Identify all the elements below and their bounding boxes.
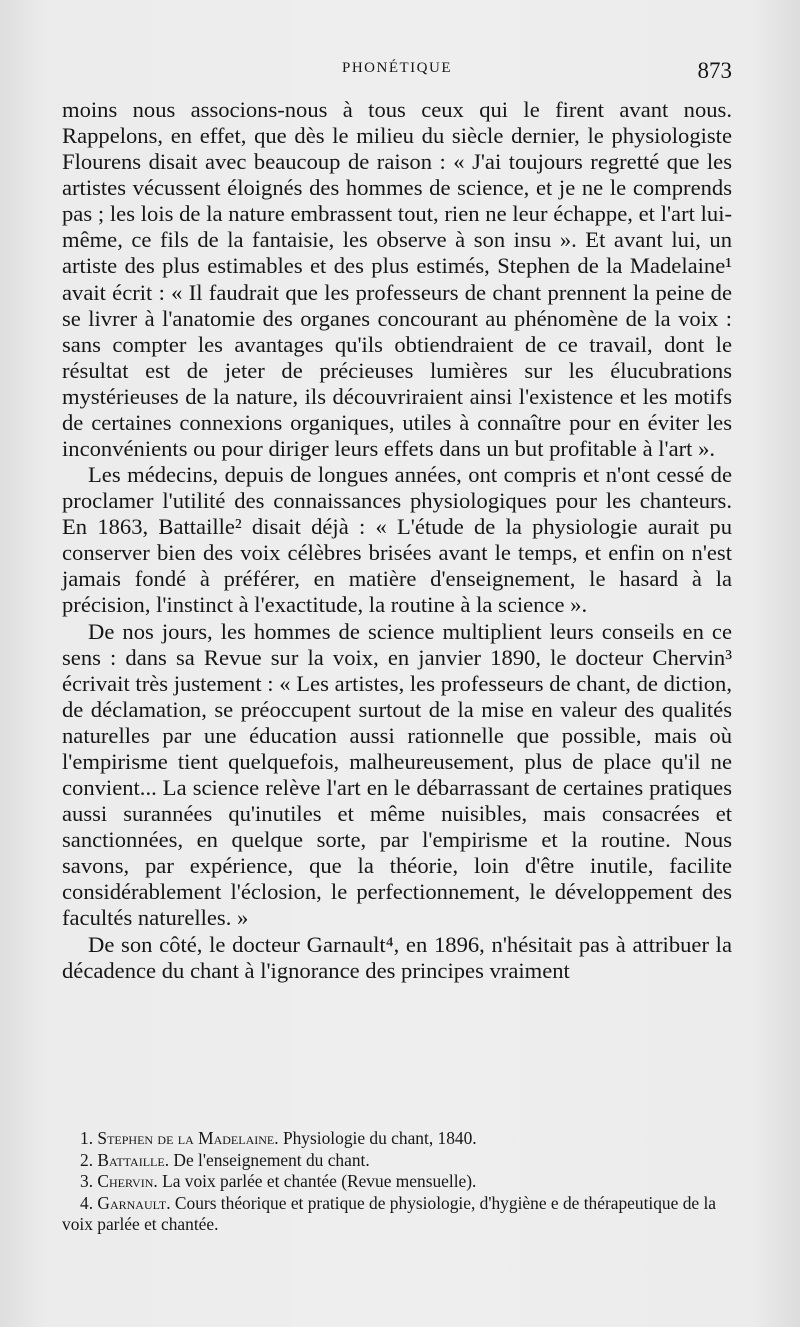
page-number: 873 bbox=[697, 58, 732, 83]
footnote: 1. Stephen de la Madelaine. Physiologie du chant, 1840. bbox=[80, 1128, 477, 1148]
page-header bbox=[62, 58, 732, 88]
footnote-author: Stephen de la Madelaine bbox=[97, 1128, 275, 1148]
paragraph: De son côté, le docteur Garnault⁴, en 1896, n'hésitait pas à attribuer la décadence du chant à l'ignorance des principes vraiment bbox=[62, 931, 732, 983]
footnote-text: De l'enseignement du chant. bbox=[173, 1149, 370, 1170]
paragraph: moins nous associons-nous à tous ceux qui le firent avant nous. Rappelons, en effet, que dès le milieu du siècle dernier, le physiologiste Flourens disait avec beaucoup de raison : « J'ai toujours regretté que les artistes vécussent éloignés des hommes de science, et je ne le comprends pas ; les lois de la nature embrassent tout, rien ne leur échappe, et l'art lui-même, ce fils de la fantaisie, les observe à son insu ». Et avant lui, un artiste des plus estimables et des plus estimés, Stephen de la Madelaine¹ avait écrit : « Il faudrait que les professeurs de chant prennent la peine de se livrer à l'anatomie des organes concourant au phénomène de la voix : sans compter les avantages qu'ils obtiendraient de ce travail, dont le résultat est de jeter de précieuses lumières sur les élucubrations mystérieuses de la nature, ils découvriraient ainsi l'existence et les motifs de certaines connexions organiques, utiles à connaître pour en éviter les inconvénients ou pour diriger leurs effets dans un but profitable à l'art ». bbox=[62, 97, 732, 462]
footnote-number: 3. bbox=[80, 1171, 94, 1192]
footnote-number: 4. bbox=[80, 1192, 94, 1213]
footnote-text: La voix parlée et chantée (Revue mensuelle). bbox=[162, 1171, 477, 1192]
footnote-text: Physiologie du chant, 1840. bbox=[282, 1128, 477, 1148]
footnote-text: Cours théorique et pratique de physiologie, d'hygiène e de thérapeutique de la voix parlée et chantée. bbox=[62, 1192, 717, 1235]
footnote-author: Battaille bbox=[97, 1149, 165, 1170]
footnotes bbox=[62, 1128, 732, 1236]
body-text bbox=[62, 97, 732, 984]
footnote-author: Garnault bbox=[97, 1192, 167, 1213]
running-head: PHONÉTIQUE bbox=[342, 60, 452, 76]
paragraph: De nos jours, les hommes de science multiplient leurs conseils en ce sens : dans sa Revue sur la voix, en janvier 1890, le docteur Chervin³ écrivait très justement : « Les artistes, les professeurs de chant, de diction, de déclamation, se préoccupent surtout de la mise en valeur des qualités naturelles par une éducation aussi rationnelle que possible, mais où l'empirisme tient quelquefois, malheureusement, plus de place qu'il ne convient... La science relève l'art en le débarrassant de certaines pratiques aussi surannées qu'inutiles et même nuisibles, mais consacrées et sanctionnées, en quelque sorte, par l'empirisme et la routine. Nous savons, par expérience, que la théorie, loin d'être inutile, facilite considérablement l'éclosion, le perfectionnement, le développement des facultés naturelles. » bbox=[62, 618, 732, 931]
footnote-number: 2. bbox=[80, 1149, 94, 1170]
footnote: 2. Battaille. De l'enseignement du chant. bbox=[80, 1149, 370, 1170]
footnote-number: 1. bbox=[80, 1128, 94, 1148]
footnote: 4. Garnault. Cours théorique et pratique de physiologie, d'hygiène e de thérapeutique de la voix parlée et chantée. bbox=[62, 1192, 717, 1235]
paragraph: Les médecins, depuis de longues années, ont compris et n'ont cessé de proclamer l'utilité des connaissances physiologiques pour les chanteurs. En 1863, Battaille² disait déjà : « L'étude de la physiologie aurait pu conserver bien des voix célèbres brisées avant le temps, et enfin on n'est jamais fondé à préférer, en matière d'enseignement, le hasard à la précision, l'instinct à l'exactitude, la routine à la science ». bbox=[62, 462, 732, 618]
footnote-author: Chervin bbox=[97, 1171, 154, 1192]
footnote: 3. Chervin. La voix parlée et chantée (Revue mensuelle). bbox=[80, 1171, 477, 1192]
